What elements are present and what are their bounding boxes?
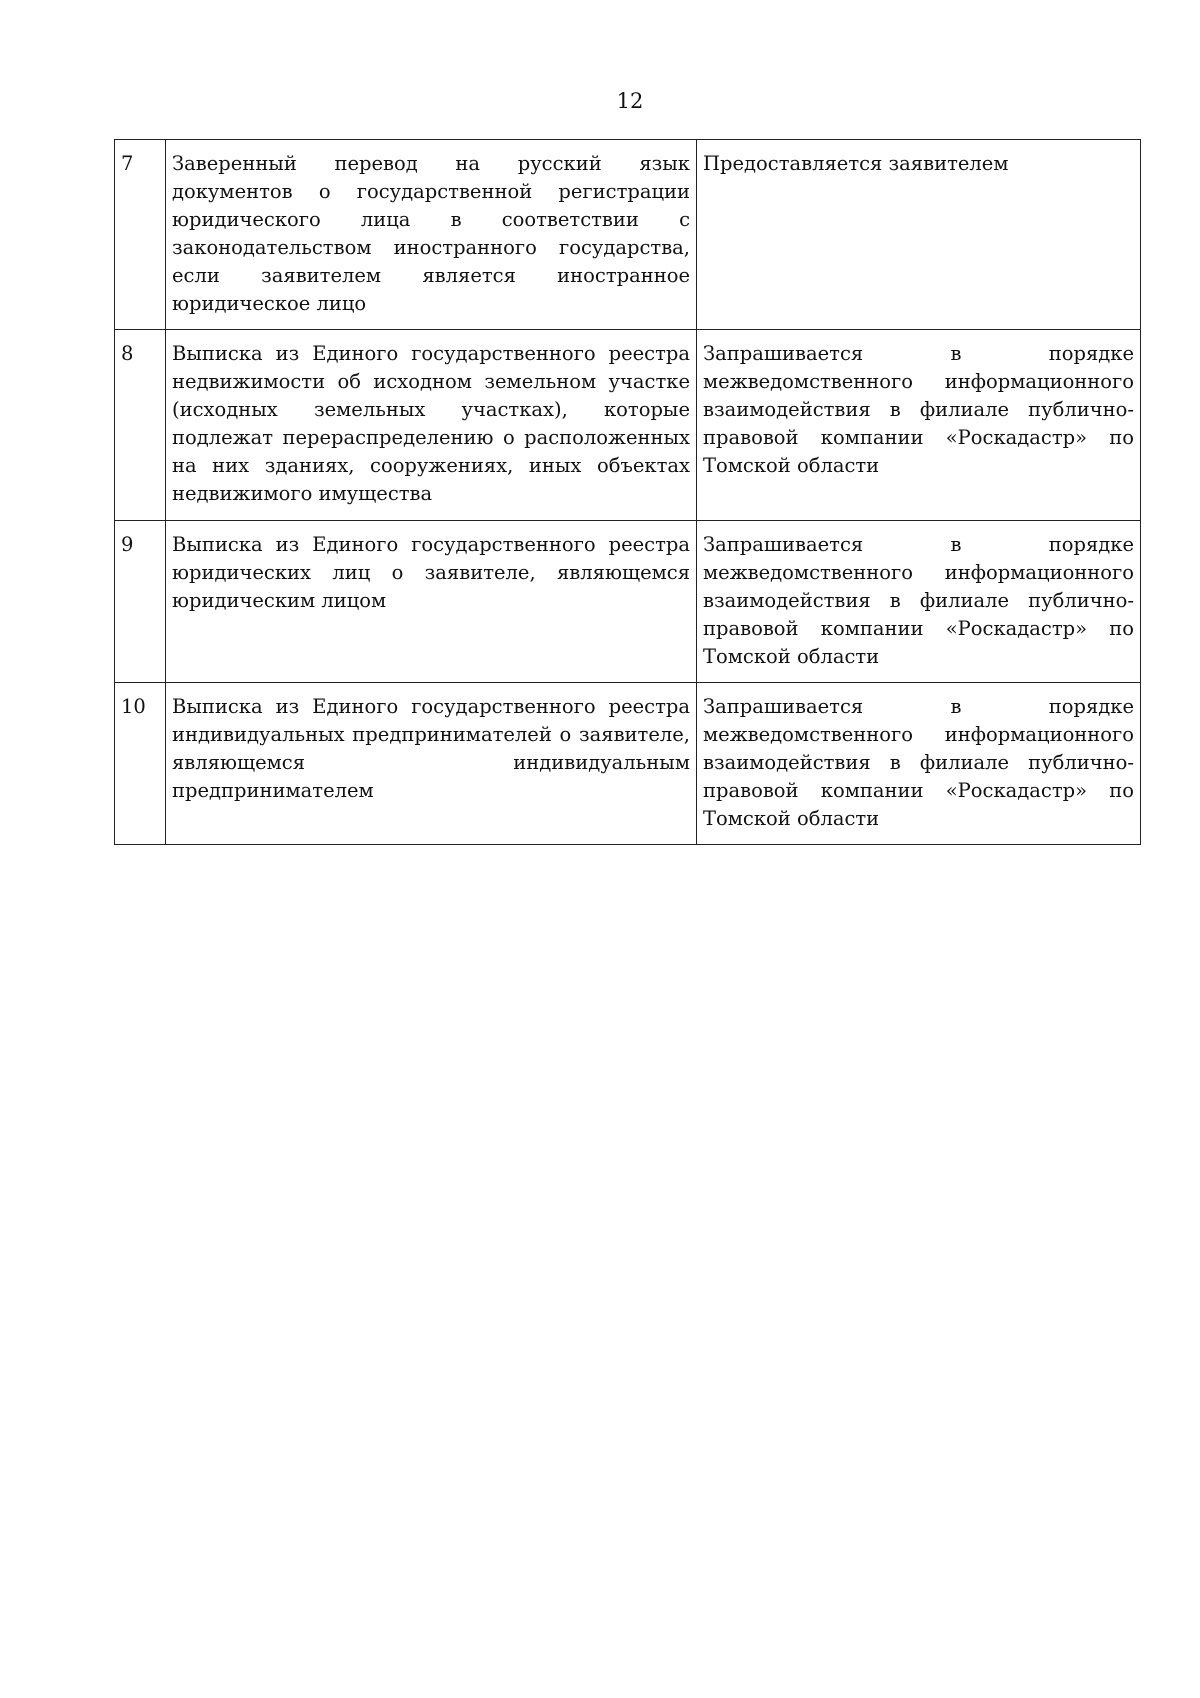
document-source: Предоставляется заявителем xyxy=(697,140,1141,330)
document-name: Выписка из Единого государственного реестра юридических лиц о заявителе, являющемся юридическим лицом xyxy=(166,521,697,683)
document-name: Заверенный перевод на русский язык документов о государственной регистрации юридического лица в соответствии с законодательством иностранного государства, если заявителем является иностранное юридическое лицо xyxy=(166,140,697,330)
row-number: 8 xyxy=(115,330,166,521)
document-name: Выписка из Единого государственного реестра индивидуальных предпринимателей о заявителе, являющемся индивидуальным предпринимателем xyxy=(166,683,697,845)
row-number: 10 xyxy=(115,683,166,845)
row-number: 9 xyxy=(115,521,166,683)
documents-table xyxy=(114,139,1141,845)
document-source: Запрашивается в порядке межведомственного информационного взаимодействия в филиале публично-правовой компании «Роскадастр» по Томской области xyxy=(697,330,1141,521)
document-source: Запрашивается в порядке межведомственного информационного взаимодействия в филиале публично-правовой компании «Роскадастр» по Томской области xyxy=(697,683,1141,845)
row-number: 7 xyxy=(115,140,166,330)
table-row xyxy=(115,140,1141,330)
table-row xyxy=(115,330,1141,521)
table-row xyxy=(115,683,1141,845)
page-number: 12 xyxy=(616,89,644,113)
document-source: Запрашивается в порядке межведомственного информационного взаимодействия в филиале публично-правовой компании «Роскадастр» по Томской области xyxy=(697,521,1141,683)
document-name: Выписка из Единого государственного реестра недвижимости об исходном земельном участке (исходных земельных участках), которые подлежат перераспределению о расположенных на них зданиях, сооружениях, иных объектах недвижимого имущества xyxy=(166,330,697,521)
table-row xyxy=(115,521,1141,683)
